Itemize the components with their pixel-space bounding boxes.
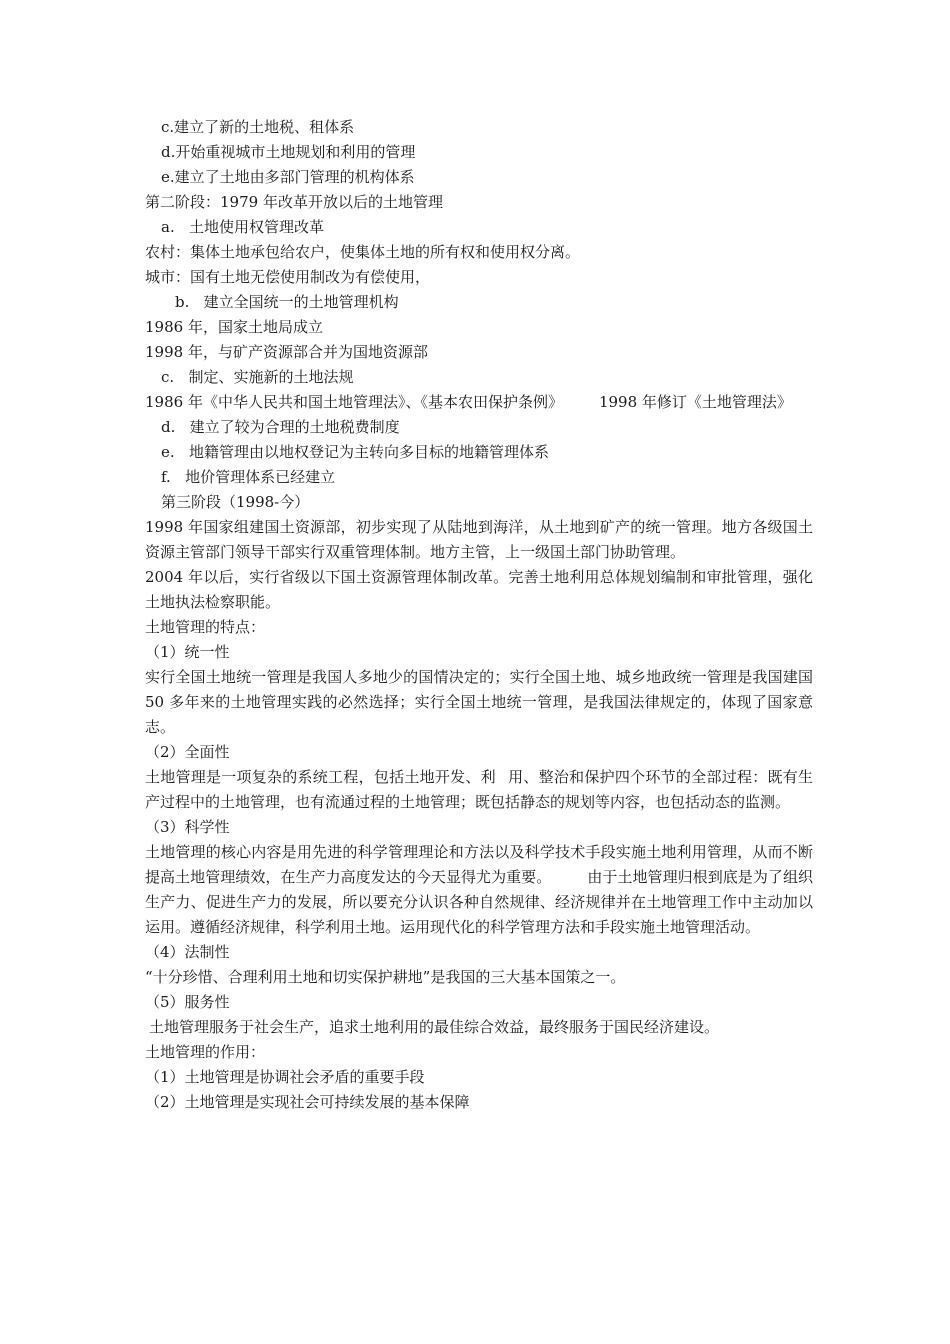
section-heading: 土地管理的特点：: [145, 618, 266, 636]
text-line: 城市：国有土地无偿使用制改为有偿使用，: [145, 268, 431, 286]
text-line: 土地管理服务于社会生产，追求土地利用的最佳综合效益，最终服务于国民经济建设。: [149, 1018, 720, 1036]
section-heading: 土地管理的作用：: [145, 1043, 266, 1061]
text-line: 1998 年，与矿产资源部合并为国地资源部: [145, 343, 428, 361]
text-span: 1998 年修订《土地管理法》: [598, 393, 792, 411]
subheading: （4）法制性: [145, 943, 230, 961]
subheading: （2）全面性: [145, 743, 230, 761]
section-heading: 第三阶段（1998-今）: [161, 493, 310, 511]
list-item: a. 土地使用权管理改革: [161, 218, 325, 236]
text-paragraph: [145, 840, 813, 940]
text-paragraph: 2004 年以后，实行省级以下国土资源管理体制改革。完善土地利用总体规划编制和审批管理，强化土地执法检察职能。: [145, 568, 813, 611]
list-item: c.建立了新的土地税、租体系: [161, 118, 355, 136]
text-line: 农村：集体土地承包给农户，使集体土地的所有权和使用权分离。: [145, 243, 581, 261]
list-item: （2）土地管理是实现社会可持续发展的基本保障: [145, 1093, 470, 1111]
subheading: （3）科学性: [145, 818, 230, 836]
list-item: c. 制定、实施新的土地法规: [161, 368, 354, 386]
list-item: （1）土地管理是协调社会矛盾的重要手段: [145, 1068, 425, 1086]
text-span: 1986 年《中华人民共和国土地管理法》、《基本农田保护条例》: [145, 393, 563, 411]
list-item: f. 地价管理体系已经建立: [161, 468, 336, 486]
text-span: 用、整治和保护四个环节的全部过程：既有生产过程中的土地管理，也有流通过程的土地管理；既包括静态的规划等内容，也包括动态的监测。: [145, 768, 813, 811]
subheading: （1）统一性: [145, 643, 230, 661]
text-span: 由于土地管理归根到底是为了组织生产力、促进生产力的发展，所以要充分认识各种自然规律、经济规律并在土地管理工作中主动加以运用。遵循经济规律，科学利用土地。运用现代化的科学管理方法和手段实施土地管理活动。: [145, 868, 813, 936]
list-item: d.开始重视城市土地规划和利用的管理: [161, 143, 416, 161]
list-item: d. 建立了较为合理的土地税费制度: [161, 418, 400, 436]
list-item: e. 地籍管理由以地权登记为主转向多目标的地籍管理体系: [161, 443, 549, 461]
text-line: “十分珍惜、合理利用土地和切实保护耕地”是我国的三大基本国策之一。: [145, 968, 626, 986]
text-span: 土地管理是一项复杂的系统工程，包括土地开发、利: [145, 768, 496, 786]
list-item: b. 建立全国统一的土地管理机构: [175, 293, 399, 311]
section-heading: 第二阶段：1979 年改革开放以后的土地管理: [145, 193, 443, 211]
text-paragraph: [145, 390, 813, 415]
text-paragraph: 实行全国土地统一管理是我国人多地少的国情决定的；实行全国土地、城乡地政统一管理是我国建国 50 多年来的土地管理实践的必然选择；实行全国土地统一管理，是我国法律规定的，体现了国家意志。: [145, 668, 813, 736]
text-span: 土地管理的核心内容是用先进的科学管理理论和方法以及科学技术手段实施土地利用管理，从而不断提高土地管理绩效，在生产力高度发达的今天显得尤为重要。: [145, 843, 813, 886]
text-line: 1986 年，国家土地局成立: [145, 318, 323, 336]
list-item: e.建立了土地由多部门管理的机构体系: [161, 168, 415, 186]
document-page: [145, 115, 813, 1115]
subheading: （5）服务性: [145, 993, 230, 1011]
text-paragraph: [145, 765, 813, 815]
text-paragraph: 1998 年国家组建国土资源部，初步实现了从陆地到海洋，从土地到矿产的统一管理。地方各级国土资源主管部门领导干部实行双重管理体制。地方主管，上一级国土部门协助管理。: [145, 518, 813, 561]
